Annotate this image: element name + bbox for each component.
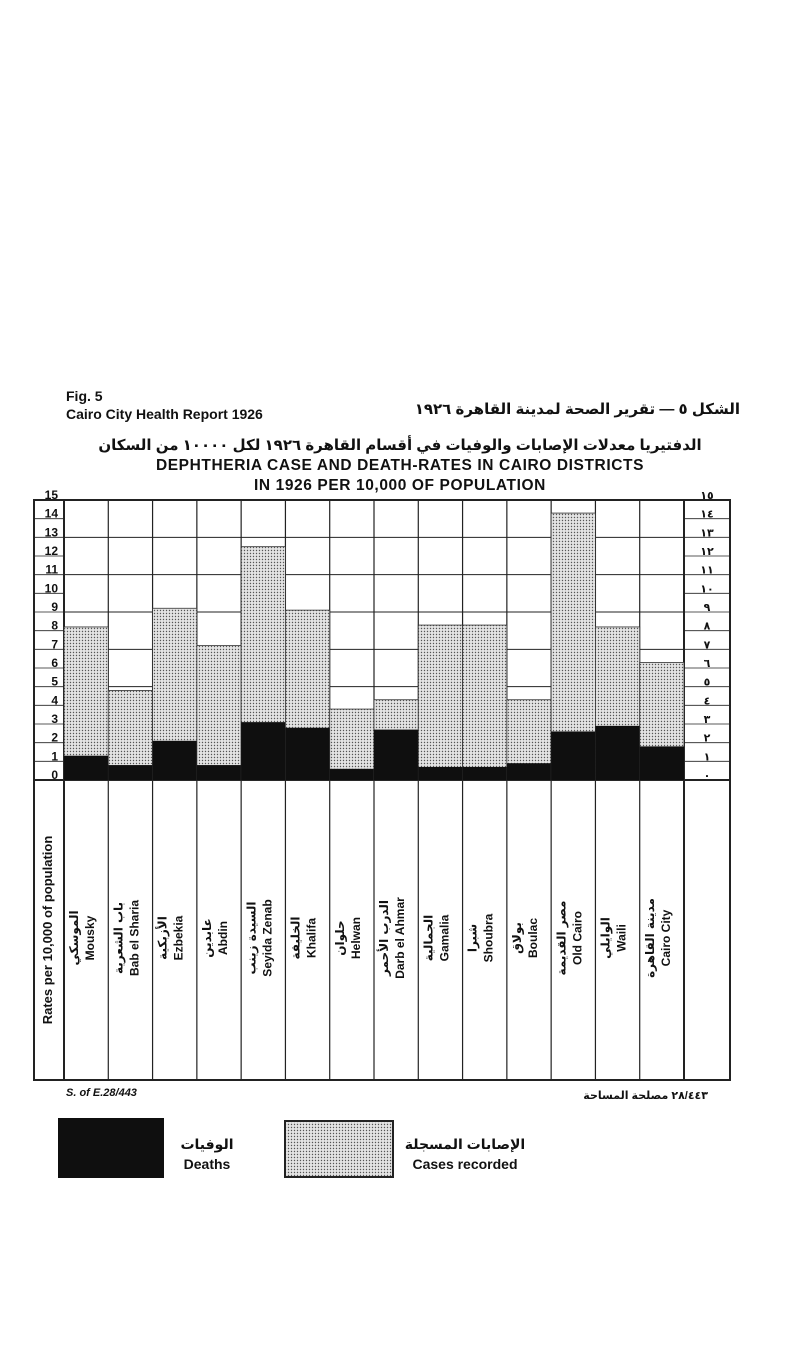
category-label-arabic: بولاق [510, 922, 524, 954]
category-label: Boulac [526, 917, 540, 959]
cases-bar [197, 646, 241, 780]
y-tick-label-arabic: ١٠ [700, 582, 714, 596]
legend-deaths-label-arabic: الوفيات [180, 1136, 234, 1152]
deaths-bar [197, 765, 241, 780]
y-axis-title: Rates per 10,000 of population [40, 835, 55, 1025]
category-label-arabic: باب الشعرية [111, 901, 126, 975]
deaths-bar [640, 746, 684, 780]
category-label-arabic: الموسكي [67, 910, 82, 966]
category-label: Khalifa [304, 917, 319, 959]
legend-cases-label-arabic: الإصابات المسجلة [404, 1136, 526, 1152]
y-tick-label: 2 [51, 730, 58, 745]
y-tick-label: 6 [51, 656, 58, 671]
category-label: Bab el Sharia [127, 899, 142, 977]
deaths-bar [463, 767, 507, 780]
deaths-bar [241, 722, 285, 780]
y-tick-label-arabic: ٨ [703, 619, 711, 633]
y-tick-label: 9 [51, 600, 58, 615]
deaths-bar [64, 756, 108, 780]
y-tick-label-arabic: ١٤ [700, 507, 714, 521]
category-label: Seyida Zenab [260, 899, 275, 977]
y-tick-label-arabic: ٩ [703, 601, 711, 615]
legend-deaths-label: Deaths [183, 1156, 231, 1172]
category-label-arabic: الأزبكية [155, 916, 170, 960]
category-label: Darb el Ahmar [393, 897, 408, 979]
category-label: Waili [614, 924, 629, 952]
category-label-arabic: حلوان [332, 920, 347, 956]
y-tick-label: 12 [44, 544, 58, 559]
y-tick-label-arabic: ١٢ [700, 545, 714, 559]
y-tick-label: 7 [51, 637, 58, 652]
deaths-bar [507, 763, 551, 780]
y-tick-label: 10 [44, 581, 58, 596]
stamp-right: ٢٨/٤٤٣ مصلحة المساحة [583, 1090, 708, 1102]
legend-cases-label: Cases recorded [412, 1156, 518, 1172]
deaths-bar [108, 765, 152, 780]
legend-deaths-swatch [58, 1118, 164, 1178]
category-label-arabic: شبرا [465, 923, 480, 953]
category-label: Shoubra [481, 913, 496, 963]
y-tick-label-arabic: ٠ [703, 769, 711, 783]
category-label-arabic: الخليفة [288, 916, 303, 960]
category-label-arabic: عابدين [200, 918, 214, 958]
category-label-arabic: مدينة القاهرة [642, 898, 657, 978]
category-label: Helwan [348, 916, 363, 960]
category-label: Abdin [216, 921, 230, 955]
y-tick-label-arabic: ٥ [703, 675, 711, 689]
y-tick-label-arabic: ١٥ [700, 489, 714, 503]
report-label: Cairo City Health Report 1926 [66, 406, 263, 422]
category-label: Gamalia [437, 914, 452, 962]
y-tick-label-arabic: ١١ [700, 563, 714, 577]
y-tick-label: 0 [51, 768, 58, 783]
stamp-left: S. of E.28/443 [66, 1087, 137, 1099]
y-tick-label: 5 [51, 674, 58, 689]
y-tick-label: 4 [51, 693, 58, 708]
y-tick-label: 11 [45, 562, 58, 577]
category-label: Cairo City [658, 909, 673, 967]
deaths-bar [153, 741, 197, 780]
legend-cases-swatch [284, 1120, 394, 1178]
y-tick-label: 1 [51, 749, 58, 764]
deaths-bar [595, 726, 639, 780]
deaths-bar [551, 731, 595, 780]
cases-bar [463, 625, 507, 780]
category-label: Ezbekia [171, 915, 186, 961]
category-label-arabic: الوايلي [598, 917, 613, 959]
category-label: Old Cairo [570, 910, 585, 966]
y-tick-label: 13 [44, 525, 58, 540]
y-tick-label-arabic: ١ [703, 750, 711, 764]
y-tick-label-arabic: ٢ [703, 731, 711, 745]
y-tick-label: 3 [51, 712, 58, 727]
y-tick-label-arabic: ٦ [703, 657, 711, 671]
figure-label: Fig. 5 [66, 388, 103, 404]
y-tick-label: 15 [44, 488, 58, 503]
deaths-bar [374, 730, 418, 780]
y-tick-label-arabic: ٣ [703, 713, 711, 727]
category-label-arabic: الجمالية [421, 914, 436, 962]
y-tick-label: 14 [44, 506, 58, 521]
category-label: Mousky [83, 915, 98, 961]
y-tick-label-arabic: ٤ [703, 694, 711, 708]
category-label-arabic: السيدة زينب [244, 901, 259, 975]
deaths-bar [285, 728, 329, 780]
deaths-bar [330, 769, 374, 780]
arabic-title: الدفتيريا معدلات الإصابات والوفيات في أقسام القاهرة ١٩٢٦ لكل ١٠٠٠٠ من السكان [98, 437, 702, 454]
y-tick-label: 8 [51, 618, 58, 633]
chart-title: DEPHTHERIA CASE AND DEATH-RATES IN CAIRO DISTRICTS [155, 457, 645, 474]
y-tick-label-arabic: ١٣ [700, 526, 714, 540]
arabic-header: الشكل ٥ — تقرير الصحة لمدينة القاهرة ١٩٢٦ [414, 401, 740, 418]
cases-bar [418, 625, 462, 780]
category-label-arabic: الدرب الأحمر [377, 900, 392, 976]
chart-subtitle: IN 1926 PER 10,000 OF POPULATION [254, 477, 546, 494]
category-label-arabic: مصر القديمة [554, 900, 569, 976]
y-tick-label-arabic: ٧ [703, 638, 711, 652]
deaths-bar [418, 767, 462, 780]
